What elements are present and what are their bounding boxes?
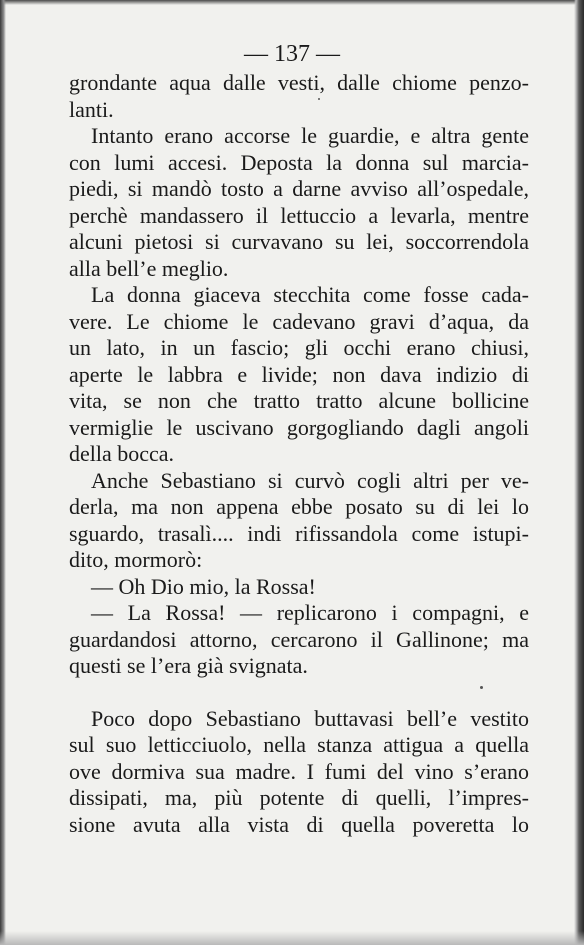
dialogue-line: — Oh Dio mio, la Rossa! — [91, 573, 316, 599]
page-right-edge — [574, 0, 584, 945]
page-left-edge — [0, 0, 6, 945]
text-line: vermiglie le uscivano gorgogliando dagli angoli — [69, 414, 529, 440]
text-line: dissipati, ma, più potente di quelli, l’impres- — [69, 785, 529, 810]
text-line: Intanto erano accorse le guardie, e altra gente — [91, 123, 529, 148]
text-line: con lumi accesi. Deposta la donna sul marcia- — [69, 149, 529, 175]
ink-speck — [480, 686, 483, 689]
page-bottom-edge — [0, 931, 584, 945]
text-line: ove dormiva sua madre. I fumi del vino s’erano — [69, 758, 529, 784]
text-line: Poco dopo Sebastiano buttavasi bell’e vestito — [91, 705, 529, 731]
text-line: un lato, in un fascio; gli occhi erano chiusi, — [69, 335, 529, 360]
text-line: sione avuta alla vista di quella poveretta lo — [69, 811, 529, 837]
page-top-edge — [0, 0, 584, 5]
text-line: La donna giaceva stecchita come fosse cada- — [91, 282, 529, 307]
dialogue-line: — La Rossa! — replicarono i compagni, e — [91, 600, 529, 625]
section-break — [69, 680, 529, 706]
text-line: vere. Le chiome le cadevano gravi d’aqua, da — [69, 308, 529, 334]
text-line: questi se l’era già svignata. — [69, 653, 308, 678]
text-line: della bocca. — [69, 441, 175, 466]
text-line: Anche Sebastiano si curvò cogli altri per ve- — [91, 467, 529, 493]
text-line: alcuni pietosi si curvavano su lei, soccorrendola — [69, 229, 529, 254]
text-line: piedi, si mandò tosto a darne avviso all’ospedale, — [69, 176, 529, 201]
text-line: grondante aqua dalle vesti, dalle chiome penzo- — [69, 70, 529, 95]
text-line: alla bell’e meglio. — [69, 255, 229, 281]
ink-speck — [318, 98, 320, 100]
text-line: lanti. — [69, 96, 114, 122]
text-line: sguardo, trasalì.... indi rifissandola come istupi- — [69, 520, 529, 546]
text-line: derla, ma non appena ebbe posato su di lei lo — [69, 494, 529, 519]
body-text — [69, 70, 529, 838]
text-line: vita, se non che tratto tratto alcune bollicine — [69, 388, 529, 413]
text-line: sul suo letticciuolo, nella stanza attigua a quella — [69, 732, 529, 757]
page-number: — 137 — — [244, 41, 340, 67]
text-line: dito, mormorò: — [69, 547, 203, 572]
text-line: guardandosi attorno, cercarono il Gallinone; ma — [69, 626, 529, 652]
text-line: perchè mandassero il lettuccio a levarla, mentre — [69, 202, 529, 228]
text-line: aperte le labbra e livide; non dava indizio di — [69, 361, 529, 387]
